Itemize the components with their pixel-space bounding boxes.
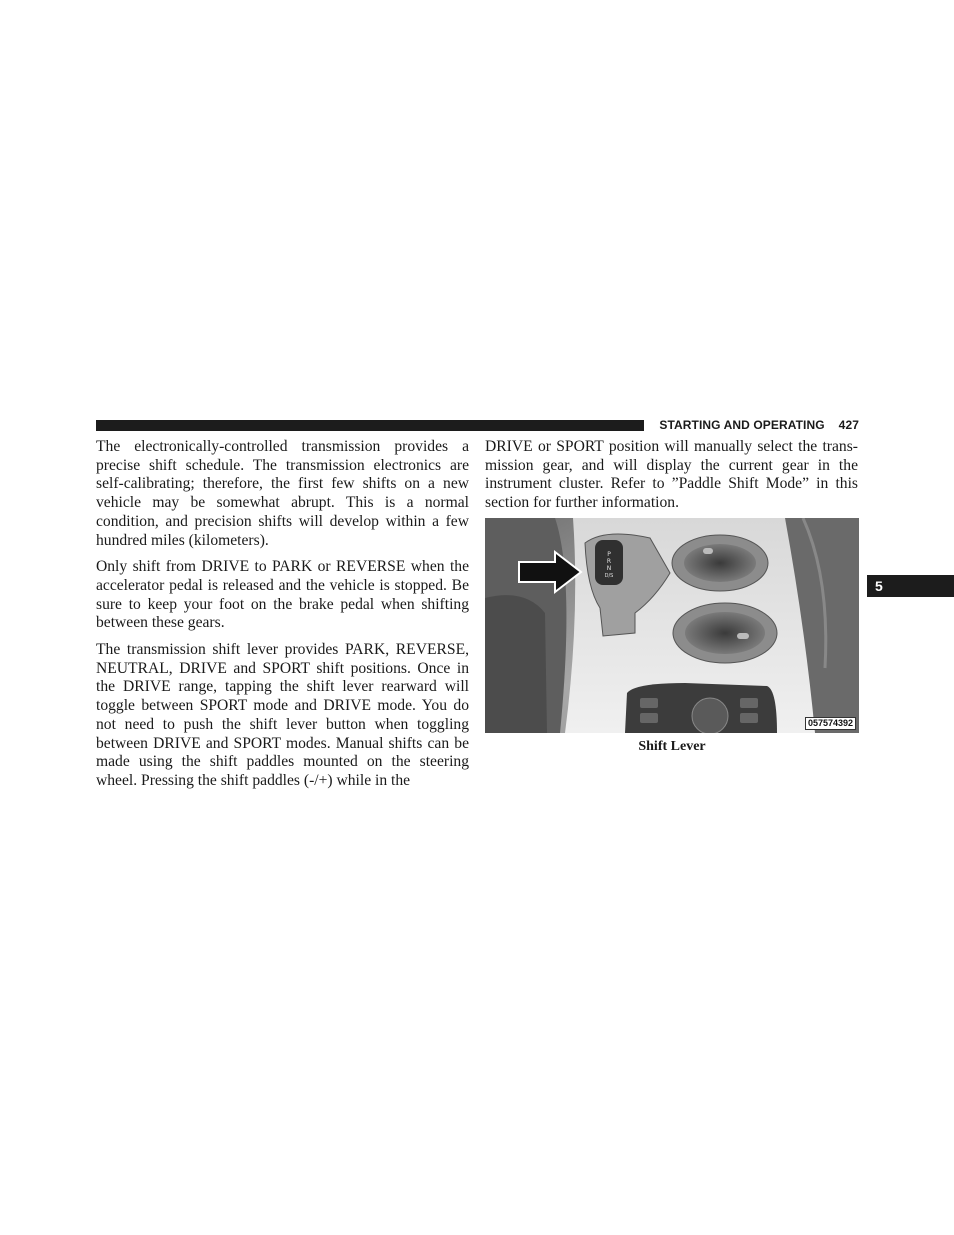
figure-caption: Shift Lever xyxy=(638,739,706,754)
chapter-tab xyxy=(867,575,954,597)
shift-lever-photo xyxy=(485,518,859,733)
paragraph: The transmission shift lever provides PARK, REVERSE, NEUTRAL, DRIVE and SPORT shift positions. Once in the DRIVE range, tapping the shift lever rearward will toggle between SPORT mode and DRIVE mode. You do not need to push the shift lever button when toggling between DRIVE and SPORT modes. Manual shifts can be made using the shift paddles mounted on the steering wheel. Pressing the shift paddles (-/+) while in the xyxy=(96,641,469,789)
svg-text:N: N xyxy=(606,565,612,572)
right-column xyxy=(485,438,858,521)
shift-lever-illustration xyxy=(485,518,859,733)
running-header xyxy=(652,417,859,433)
chapter-number: 5 xyxy=(875,578,883,594)
paragraph: DRIVE or SPORT position will manually select the transmission gear, and will display the current gear in the instrument cluster. Refer to ”Paddle Shift Mode” in this section for further information. xyxy=(485,438,858,512)
page-number: 427 xyxy=(838,418,859,432)
section-title: STARTING AND OPERATING xyxy=(659,418,825,432)
paragraph: The electronically-controlled transmission provides a precise shift schedule. The transmission electronics are self-calibrating; therefore, the first few shifts on a new vehicle may be somewhat abrupt. This is a normal condition, and precision shifts will develop within a few hundred miles (kilometers). xyxy=(96,438,469,549)
left-column xyxy=(96,438,469,799)
header-rule xyxy=(96,420,644,431)
svg-text:D/S: D/S xyxy=(604,573,614,579)
image-code: 057574392 xyxy=(805,717,856,730)
svg-text:R: R xyxy=(606,558,612,565)
paragraph: Only shift from DRIVE to PARK or REVERSE when the accelerator pedal is released and the vehicle is stopped. Be sure to keep your foot on the brake pedal when shifting between these gears. xyxy=(96,558,469,632)
svg-text:P: P xyxy=(607,551,611,558)
